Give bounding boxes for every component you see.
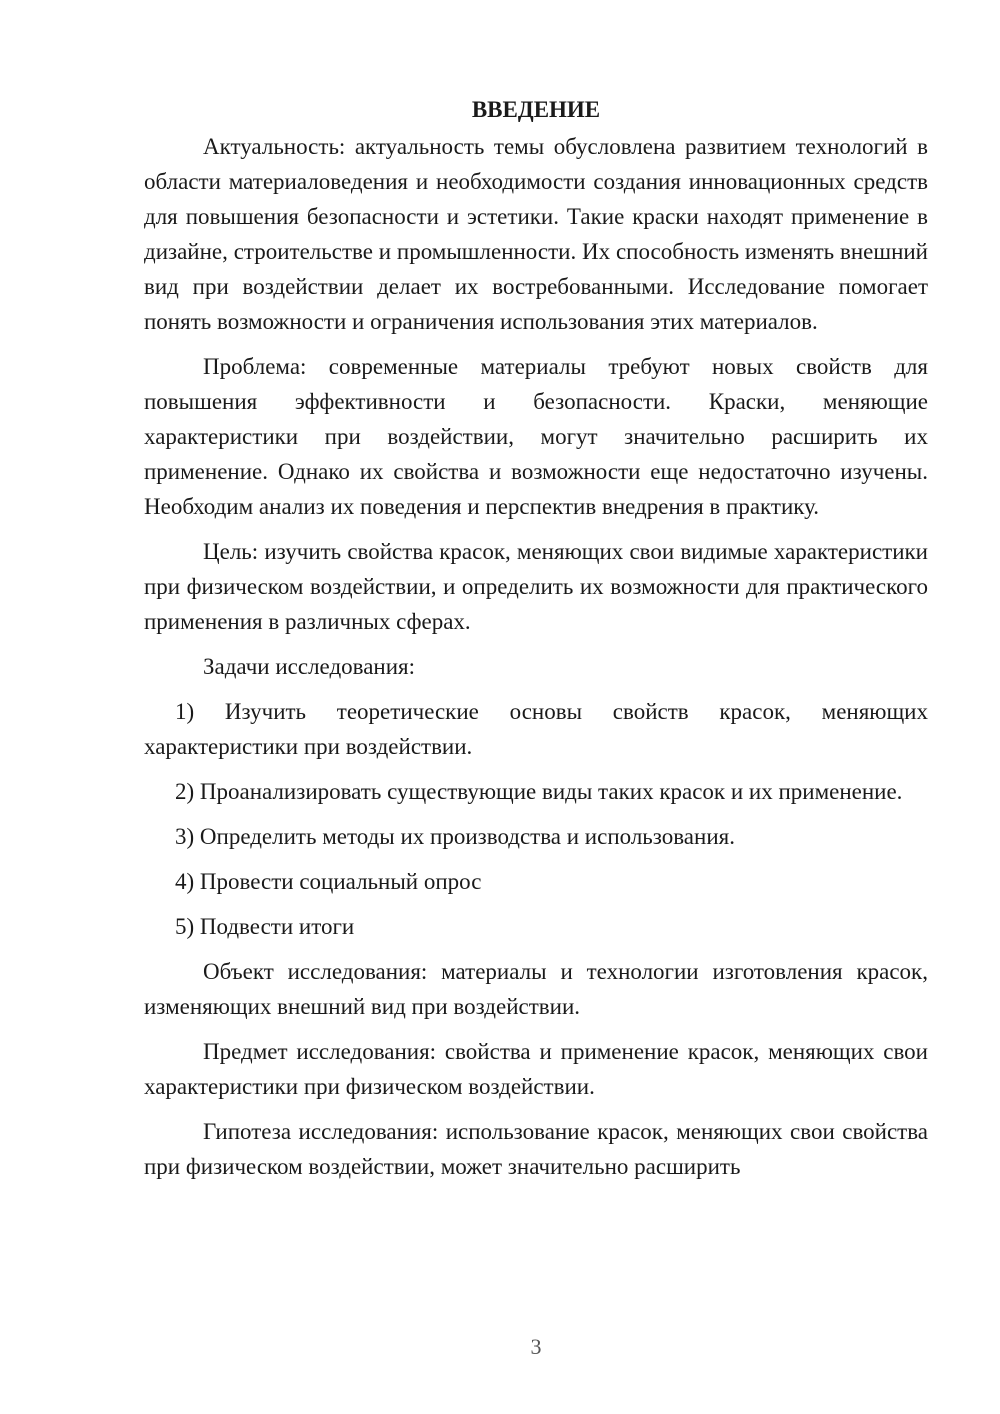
page-title: ВВЕДЕНИЕ (471, 97, 601, 122)
paragraph-subject: Предмет исследования: свойства и применение красок, меняющих свои характеристики при физическом воздействии. (144, 1039, 928, 1099)
task-item-5: 5) Подвести итоги (175, 914, 355, 939)
paragraph-problem: Проблема: современные материалы требуют новых свойств для повышения эффективности и безопасности. Краски, меняющие характеристики при воздействии, могут значительно расширить их применение. Однако их свойства и возможности еще недостаточно изучены. Необходим анализ их поведения и перспектив внедрения в практику. (144, 354, 928, 519)
paragraph-object: Объект исследования: материалы и технологии изготовления красок, изменяющих внешний вид при воздействии. (144, 959, 928, 1019)
paragraph-hypothesis: Гипотеза исследования: использование красок, меняющих свои свойства при физическом воздействии, может значительно расширить (144, 1119, 928, 1179)
task-item-4: 4) Провести социальный опрос (175, 869, 482, 894)
paragraph-goal: Цель: изучить свойства красок, меняющих свои видимые характеристики при физическом воздействии, и определить их возможности для практического применения в различных сферах. (144, 539, 928, 634)
task-item-1: 1) Изучить теоретические основы свойств красок, меняющих характеристики при воздействии. (144, 699, 928, 759)
tasks-heading: Задачи исследования: (203, 654, 416, 679)
paragraph-relevance: Актуальность: актуальность темы обусловлена развитием технологий в области материаловедения и необходимости создания инновационных средств для повышения безопасности и эстетики. Такие краски находят применение в дизайне, строительстве и промышленности. Их способность изменять внешний вид при воздействии делает их востребованными. Исследование помогает понять возможности и ограничения использования этих материалов. (144, 134, 928, 334)
page-number: 3 (530, 1334, 542, 1359)
text-column (144, 95, 928, 1184)
task-item-3: 3) Определить методы их производства и использования. (175, 824, 735, 849)
task-item-2: 2) Проанализировать существующие виды таких красок и их применение. (175, 779, 903, 804)
